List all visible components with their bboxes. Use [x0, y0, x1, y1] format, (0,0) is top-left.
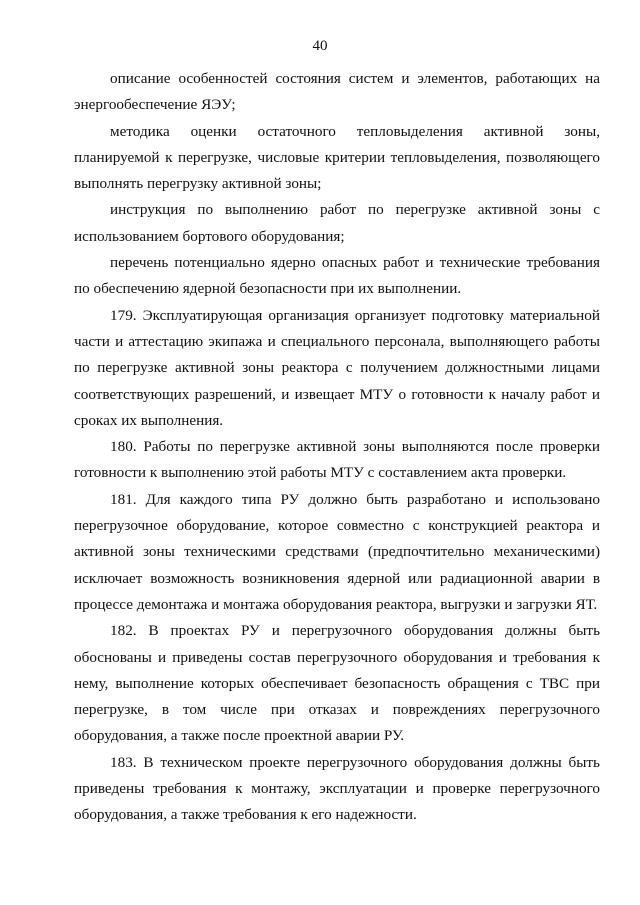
list-item-system-description: описание особенностей состояния систем и элементов, работающих на энергообеспечение ЯЭУ;	[74, 70, 600, 114]
list-item-hazardous-works: перечень потенциально ядерно опасных работ и технические требования по обеспечению ядерной безопасности при их выполнении.	[74, 254, 600, 298]
list-item-heat-method: методика оценки остаточного тепловыделения активной зоны, планируемой к перегрузке, числовые критерии тепловыделения, позволяющего выполнять перегрузку активной зоны;	[74, 122, 600, 193]
paragraph-181: 181. Для каждого типа РУ должно быть разработано и использовано перегрузочное оборудование, которое совместно с конструкцией реактора и активной зоны техническими средствами (предпочтительно механическими) исключает возможность возникновения ядерной или радиационной аварии в процессе демонтажа и монтажа оборудования реактора, выгрузки и загрузки ЯТ.	[74, 490, 600, 613]
paragraph-182: 182. В проектах РУ и перегрузочного оборудования должны быть обоснованы и приведены состав перегрузочного оборудования и требования к нему, выполнение которых обеспечивает безопасность обращения с ТВС при перегрузке, в том числе при отказах и повреждениях перегрузочного оборудования, а также после проектной аварии РУ.	[74, 622, 600, 745]
list-item-onboard-instruction: инструкция по выполнению работ по перегрузке активной зоны с использованием бортового оборудования;	[74, 201, 600, 245]
page-number: 40	[312, 38, 328, 54]
paragraph-179: 179. Эксплуатирующая организация организует подготовку материальной части и аттестацию экипажа и специального персонала, выполняющего работы по перегрузке активной зоны реактора с получением должностными лицами соответствующих разрешений, и извещает МТУ о готовности к началу работ и сроках их выполнения.	[74, 306, 600, 429]
paragraph-180: 180. Работы по перегрузке активной зоны выполняются после проверки готовности к выполнению этой работы МТУ с составлением акта проверки.	[74, 438, 600, 482]
paragraph-183: 183. В техническом проекте перегрузочного оборудования должны быть приведены требования к монтажу, эксплуатации и проверке перегрузочного оборудования, а также требования к его надежности.	[74, 753, 600, 824]
document-body	[74, 66, 600, 829]
